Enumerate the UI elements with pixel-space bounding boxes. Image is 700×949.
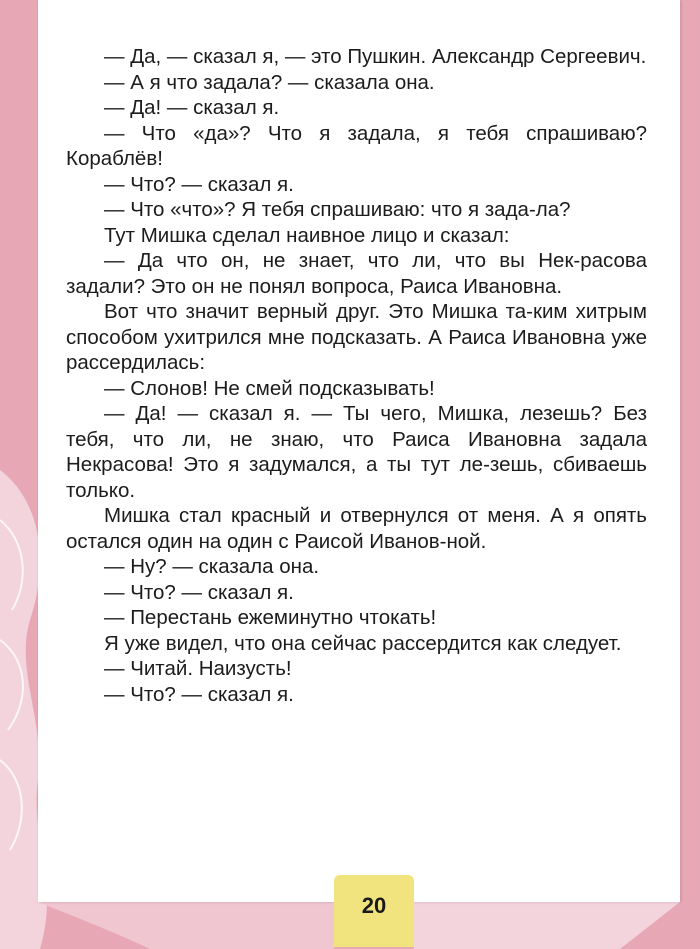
paragraph: — Да! — сказал я. [104, 96, 280, 119]
paragraph: — Ну? — сказала она. [104, 555, 320, 578]
paragraph: — Что «что»? Я тебя спрашиваю: что я зада-ла? [104, 198, 571, 221]
paragraph: — Да, — сказал я, — это Пушкин. Александр Сергеевич. [104, 45, 647, 68]
paragraph: — Что? — сказал я. [104, 682, 294, 706]
paragraph: — Читай. Наизусть! [104, 657, 292, 680]
paragraph: Тут Мишка сделал наивное лицо и сказал: [104, 223, 510, 247]
paragraph: Я уже видел, что она сейчас рассердится как следует. [104, 631, 622, 655]
paragraph: — Что? — сказал я. [104, 580, 294, 604]
paragraph: Мишка стал красный и отвернулся от меня. А я опять остался один на один с Раисой Иванов-ной. [66, 504, 647, 553]
paragraph: — Перестань ежеминутно чтокать! [104, 606, 437, 629]
paragraph: — А я что задала? — сказала она. [104, 70, 435, 94]
paragraph: — Да! — сказал я. — Ты чего, Мишка, лезешь? Без тебя, что ли, не знаю, что Раиса Ивановна задала Некрасова! Это я задумался, а ты тут ле-зешь, сбиваешь только. [66, 402, 647, 502]
paragraph: — Да что он, не знает, что ли, что вы Нек-расова задали? Это он не понял вопроса, Раиса Ивановна. [66, 249, 647, 298]
paragraph: — Что? — сказал я. [104, 172, 294, 196]
story-text [66, 44, 647, 707]
page-number: 20 [334, 875, 414, 947]
book-page [38, 0, 680, 902]
paragraph: — Что «да»? Что я задала, я тебя спрашиваю? Кораблёв! [66, 121, 647, 170]
paragraph: Вот что значит верный друг. Это Мишка та-ким хитрым способом ухитрился мне подсказать. А Раиса Ивановна уже рассердилась: [66, 300, 647, 374]
paragraph: — Слонов! Не смей подсказывать! [104, 376, 435, 400]
